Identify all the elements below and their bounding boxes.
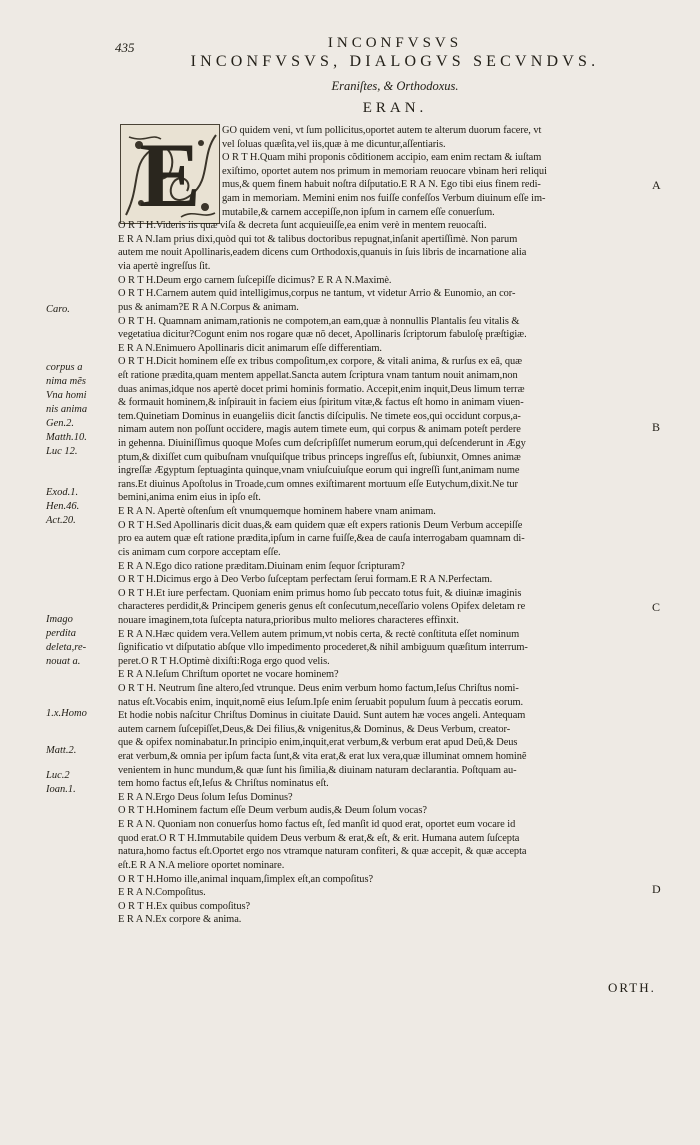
margin-note: deleta,re- — [46, 642, 87, 653]
section-letter-a: A — [652, 178, 661, 192]
text-line: E R A N. Apertè oſtenſum eſt vnumquemque hominem habere vnam animam. — [118, 506, 436, 518]
margin-note: Luc.2 — [46, 770, 70, 781]
text-line: vegetatiua dicitur?Cogunt enim nos rogare quæ nõ decet, Apollinaris ſcriptorum fabuloſę præſtigiæ. — [118, 329, 527, 341]
margin-note: Exod.1. — [46, 487, 79, 498]
margin-note: Hen.46. — [46, 501, 80, 512]
text-line: E R A N. Quoniam non conuerſus homo factus eſt, ſed manſit id quod erat, oportet eum vocare id — [118, 819, 516, 831]
text-line: O R T H.Dicimus ergo à Deo Verbo ſuſceptam perfectam ſerui formam.E R A N.Perfectam. — [118, 574, 493, 586]
text-line: GO quidem veni, vt ſum pollicitus,oportet autem te alterum duorum facere, vt — [222, 125, 542, 136]
text-line: natus eſt.Vocabis enim, inquit,nomẽ eius Ieſum.Ipſe enim ſeruabit populum ſuum à peccatis eorum. — [118, 696, 524, 708]
text-line: O R T H.Deum ergo carnem ſuſcepiſſe dicimus? E R A N.Maximè. — [118, 274, 392, 286]
text-line: exiſtimo, oportet autem nos primum in memoriam reuocare vbinam heri reliqui — [222, 165, 547, 177]
margin-note: corpus a — [46, 362, 83, 373]
dialogue-title: INCONFVSVS, DIALOGVS SECVNDVS. — [190, 53, 600, 70]
margin-note: nima mẽs — [46, 376, 86, 387]
margin-note: Luc 12. — [46, 446, 78, 457]
text-line: O R T H. Neutrum ſine altero,ſed vtrunque. Deus enim verbum homo factum,Ieſus Chriſtus nomi- — [118, 682, 519, 694]
margin-note: 1.x.Homo — [46, 708, 87, 719]
text-line: duas animas,idque nos apertè docet primi hominis formatio. Accepit,enim inquit,Deus limum terræ — [118, 383, 525, 395]
text-line: O R T H.Hominem factum eſſe Deum verbum audis,& Deum ſolum vocas? — [118, 805, 427, 817]
text-line: erat verbum,& omnia per ipſum facta ſunt,& vita erat,& erat lux vera,quæ illuminat omnem hominẽ — [118, 751, 527, 763]
text-line: E R A N.Enimuero Apollinaris dicit animarum eſſe differentiam. — [118, 342, 382, 354]
text-line: quod erat.O R T H.Immutabile quidem Deus verbum & erat,& eſt, & erit. Humana autem ſuſcepta — [118, 832, 520, 844]
text-line: eſt ratione prædita,quam mentem appellat.Sancta autem ſcriptura vnam tantum nouit animam,non — [118, 369, 518, 381]
text-line: E R A N.Ex corpore & anima. — [118, 914, 242, 926]
text-line: nimam autem non poſſunt occidere, magis autem timete eum, qui corpus & animam poteſt perdere — [118, 424, 521, 436]
text-line: E R A N.Hæc quidem vera.Vellem autem primum,vt nobis certa, & rectè conſtituta eſſet nominum — [118, 628, 520, 640]
text-line: E R A N.Compoſitus. — [118, 887, 206, 899]
margin-note: nouat a. — [46, 656, 81, 667]
text-line: O R T H.Et iure perfectam. Quoniam enim primus homo ſub peccato totus fuit, & diuinæ imaginis — [118, 587, 522, 599]
text-line: O R T H.Videris iis quæ viſa & decreta ſunt acquieuiſſe,ea enim verè in mentem reuocaſti. — [118, 220, 487, 232]
text-line: O R T H.Carnem autem quid intelligimus,corpus ne tantum, vt videtur Arrio & Eunomio, an cor- — [118, 288, 516, 300]
text-line: characteres perdidit,& Principem generis genus eſt conſecutum,neceſſario volens Opifex deletam re — [118, 601, 526, 613]
text-line: gam in memoriam. Memini enim nos fuiſſe confeſſos Verbum diuinum eſſe im- — [222, 193, 546, 205]
running-head: INCONFVSVS — [327, 35, 463, 51]
text-line: vel ſoluas quæſita,vel iis,quæ à me dicuntur,aſſentiaris. — [222, 138, 446, 150]
text-line: O R T H.Homo ille,animal inquam,ſimplex eſt,an compoſitus? — [118, 873, 374, 885]
text-line: venientem in hunc mundum,& quæ ſunt his ſimilia,& diuinam naturam declarantia. Poſtquam au- — [118, 764, 517, 776]
text-line: ptum,& dixiſſet cum quibuſnam vnuſquiſque tribus princeps ingreſſus eſt, ſubiunxit, Omnes animæ — [118, 451, 521, 463]
text-line: peret.O R T H.Optimè dixiſti:Roga ergo quod velis. — [118, 655, 330, 667]
text-line: O R T H.Dicit hominem eſſe ex tribus compoſitum,ex corpore, & vitali anima, & rurſus ex eâ, quæ — [118, 356, 523, 368]
text-line: rans.Et diuinus Apoſtolus in Troade,cum omnes exiſtimarent mortuum eſſe Eutychum,dixit.Ne tur — [118, 478, 518, 490]
text-line: ſignificatio vt diſputatio abſque vllo impedimento procederet,& nihil ambiguum quæſitum interrum- — [118, 642, 528, 654]
text-line: E R A N.Iam prius dixi,quòd qui tot & talibus doctoribus repugnat,inſanit apertiſſimè. Non parum — [118, 233, 518, 245]
text-line: O R T H.Sed Apollinaris dicit duas,& eam quidem quæ eſt expers rationis Deum Verbum accepiſſe — [118, 519, 523, 531]
speaker-heading: ERAN. — [362, 100, 428, 116]
margin-note: Imago — [46, 614, 73, 625]
margin-note: Caro. — [46, 304, 70, 315]
text-line: mutabile,& carnem accepiſſe,non ipſum in carnem eſſe conuerſum. — [222, 206, 495, 218]
text-line: Et hodie nobis naſcitur Chriſtus Dominus in ciuitate Dauid. Sunt autem hæ voces angeli. Antequam — [118, 710, 526, 722]
text-line: in gehenna. Diuiniſſimus quoque Moſes cum deſcripſiſſet numerum eorum,qui deſcenderunt in Ægy — [118, 438, 526, 450]
margin-note: Matth.10. — [46, 432, 87, 443]
text-line: ingreſſæ Ægyptum ſeptuaginta quinque,vnam vniuſcuiuſque eorum qui ingreſſi ſunt,animam nume — [118, 465, 520, 477]
section-letter-c: C — [652, 600, 661, 614]
text-line: autem me nouit Apollinaris,eadem dicens cum Orthodoxis,quanuis in ſuis libris de incarnatione alia — [118, 247, 527, 259]
margin-note: Gen.2. — [46, 418, 74, 429]
text-line: pus & animam?E R A N.Corpus & animam. — [118, 301, 299, 313]
speakers-line: Eraniſtes, & Orthodoxus. — [331, 79, 459, 93]
section-letter-b: B — [652, 420, 661, 434]
text-line: mus,& quem finem habuit noſtra diſputatio.E R A N. Ego tibi eius finem redi- — [222, 179, 541, 191]
text-line: O R T H.Ex quibus compoſitus? — [118, 900, 251, 912]
text-line: O R T H.Quam mihi proponis cõditionem accipio, eam enim rectam & iuſtam — [222, 152, 542, 164]
text-line: tem.Quinetiam Dominus in euangeliis dicit ſanctis diſcipulis. Ne timete eos,qui occidunt corpus,a- — [118, 410, 521, 422]
margin-note: Act.20. — [46, 515, 76, 526]
text-line: pro ea autem quæ eſt ratione prædita,ipſum in carne fuiſſe,&ea de cauſa interrogabam quamnam di- — [118, 533, 525, 545]
margin-note: nis anima — [46, 404, 88, 415]
margin-note: Matt.2. — [46, 745, 77, 756]
text-line: E R A N.Ergo Deus ſolum Ieſus Dominus? — [118, 791, 293, 803]
text-line: eſt.E R A N.A meliore oportet nominare. — [118, 859, 285, 871]
margin-note: Ioan.1. — [46, 784, 76, 795]
catchword: ORTH. — [608, 980, 656, 995]
text-line: E R A N.Ego dico ratione præditam.Diuinam enim ſequor ſcripturam? — [118, 560, 405, 572]
text-line: E R A N.Ieſum Chriſtum oportet ne vocare hominem? — [118, 669, 339, 681]
text-line: tem homo factus eſt,Ieſus & Chriſtus nominatus eſt. — [118, 778, 329, 790]
text-line: autem carnem ſuſcepiſſet,Deus,& Dei filius,& vnigenitus,& Dominus, & Deus Verbum, creator- — [118, 723, 511, 735]
text-line: que & opifex nominabatur.In principio enim,inquit,erat verbum,& verbum erat apud Deũ,& Deus — [118, 737, 518, 749]
page-number: 435 — [115, 40, 135, 55]
dialogue-text — [118, 124, 648, 927]
text-line: & formauit hominem,& inſpirauit in faciem eius ſpiritum vitæ,& factus eſt homo in animam viuen- — [118, 397, 524, 409]
text-line: via apertè ingreſſus ſit. — [118, 261, 211, 273]
text-line: nouare imaginem,tota ſuſcepta natura,prioribus multo meliores characteres effinxit. — [118, 614, 459, 626]
text-line: bemini,anima enim eius in ipſo eſt. — [118, 492, 261, 504]
margin-note: perdita — [46, 628, 76, 639]
section-letter-d: D — [652, 882, 661, 896]
text-line: cis animam cum corpore acceptam eſſe. — [118, 546, 281, 558]
dropcap-letter: E — [139, 124, 201, 224]
text-line: natura,homo factus eſt.Oportet ergo nos vtramque naturam confiteri, & quæ accepit, & quæ accepta — [118, 846, 527, 858]
margin-note: Vna homi — [46, 390, 87, 401]
text-line: O R T H. Quamnam animam,rationis ne compotem,an eam,quæ à nonnullis Plantalis ſeu vitalis & — [118, 315, 520, 327]
